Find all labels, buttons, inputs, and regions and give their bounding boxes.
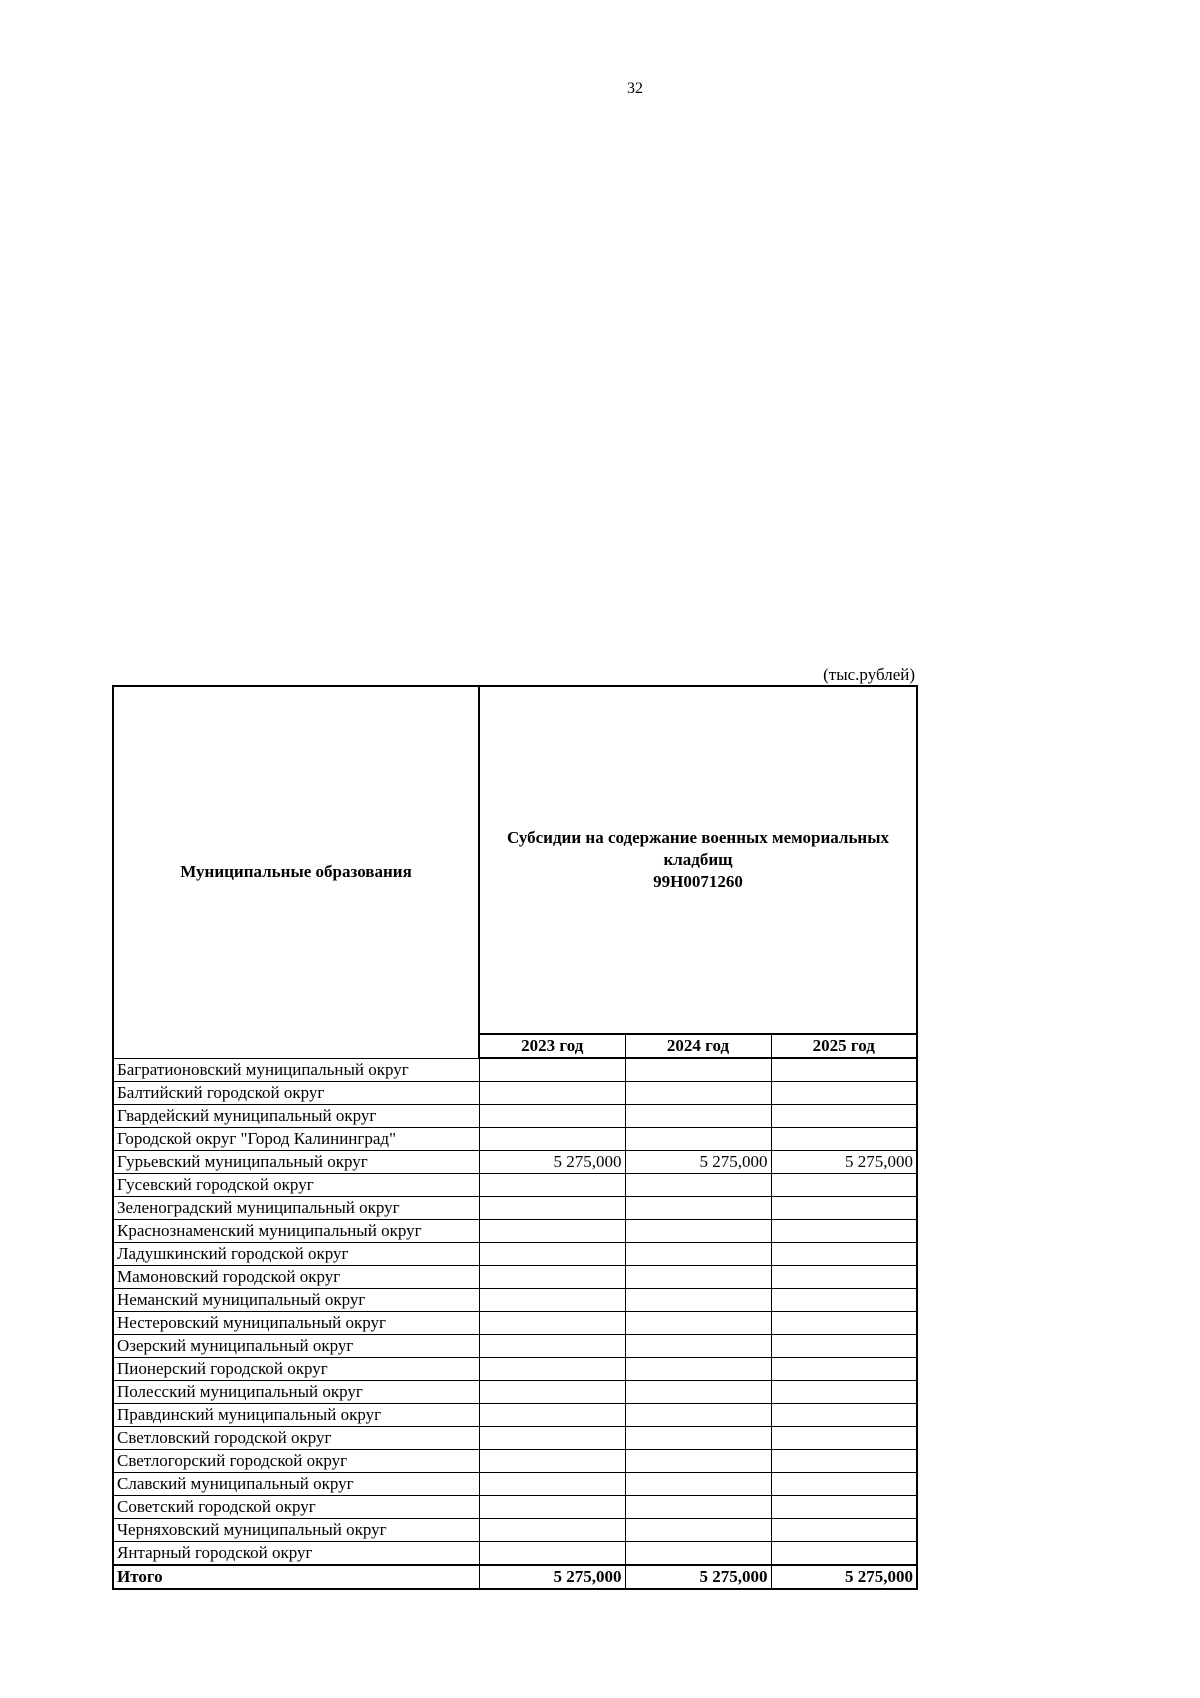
value-cell-2023: [479, 1519, 625, 1542]
table-row: [113, 1243, 917, 1266]
municipality-name-cell: Гусевский городской округ: [113, 1174, 479, 1197]
table-row: [113, 1450, 917, 1473]
municipality-name-cell: Черняховский муниципальный округ: [113, 1519, 479, 1542]
value-cell-2025: [771, 1358, 917, 1381]
total-row: [113, 1565, 917, 1589]
year-header-2024: 2024 год: [625, 1034, 771, 1058]
municipality-name-cell: Зеленоградский муниципальный округ: [113, 1197, 479, 1220]
municipality-name-cell: Светловский городской округ: [113, 1427, 479, 1450]
value-cell-2025: [771, 1289, 917, 1312]
value-cell-2024: 5 275,000: [625, 1151, 771, 1174]
page-number: 32: [627, 80, 643, 97]
year-header-2025: 2025 год: [771, 1034, 917, 1058]
table-row: [113, 1427, 917, 1450]
value-cell-2024: [625, 1427, 771, 1450]
table-row: [113, 1197, 917, 1220]
table-row: [113, 1266, 917, 1289]
value-cell-2025: [771, 1266, 917, 1289]
subsidy-title-line2: кладбищ: [663, 850, 733, 869]
table-row: [113, 1312, 917, 1335]
value-cell-2024: [625, 1220, 771, 1243]
value-cell-2025: [771, 1082, 917, 1105]
table-row: [113, 1220, 917, 1243]
value-cell-2025: [771, 1058, 917, 1082]
subsidy-code: 99H0071260: [653, 872, 743, 891]
value-cell-2025: [771, 1450, 917, 1473]
value-cell-2025: 5 275,000: [771, 1151, 917, 1174]
value-cell-2025: [771, 1473, 917, 1496]
value-cell-2024: [625, 1542, 771, 1566]
value-cell-2024: [625, 1450, 771, 1473]
value-cell-2025: [771, 1128, 917, 1151]
value-cell-2024: [625, 1289, 771, 1312]
value-cell-2024: [625, 1312, 771, 1335]
table-row: [113, 1335, 917, 1358]
municipality-name-cell: Балтийский городской округ: [113, 1082, 479, 1105]
value-cell-2025: [771, 1335, 917, 1358]
total-value-2024: 5 275,000: [625, 1565, 771, 1589]
value-cell-2025: [771, 1174, 917, 1197]
value-cell-2023: [479, 1243, 625, 1266]
total-value-2023: 5 275,000: [479, 1565, 625, 1589]
table-row: [113, 1151, 917, 1174]
value-cell-2023: [479, 1335, 625, 1358]
subsidy-title-line1: Субсидии на содержание военных мемориальных: [506, 828, 890, 847]
value-cell-2023: [479, 1358, 625, 1381]
value-cell-2024: [625, 1082, 771, 1105]
value-cell-2023: [479, 1220, 625, 1243]
municipality-name-cell: Краснознаменский муниципальный округ: [113, 1220, 479, 1243]
value-cell-2025: [771, 1404, 917, 1427]
value-cell-2023: [479, 1496, 625, 1519]
municipality-name-cell: Озерский муниципальный округ: [113, 1335, 479, 1358]
table-body: [113, 1058, 917, 1589]
table-row: [113, 1174, 917, 1197]
value-cell-2023: [479, 1082, 625, 1105]
subsidy-table: [112, 685, 918, 1590]
value-cell-2024: [625, 1335, 771, 1358]
municipality-name-cell: Городской округ "Город Калининград": [113, 1128, 479, 1151]
total-value-2025: 5 275,000: [771, 1565, 917, 1589]
value-cell-2024: [625, 1358, 771, 1381]
municipality-name-cell: Ладушкинский городской округ: [113, 1243, 479, 1266]
table-row: [113, 1519, 917, 1542]
value-cell-2023: [479, 1128, 625, 1151]
value-cell-2024: [625, 1128, 771, 1151]
value-cell-2024: [625, 1473, 771, 1496]
municipality-name-cell: Советский городской округ: [113, 1496, 479, 1519]
table-row: [113, 1082, 917, 1105]
value-cell-2024: [625, 1266, 771, 1289]
table-row: [113, 1381, 917, 1404]
municipality-name-cell: Правдинский муниципальный округ: [113, 1404, 479, 1427]
value-cell-2023: [479, 1174, 625, 1197]
unit-note: (тыс.рублей): [823, 665, 915, 684]
municipality-name-cell: Гурьевский муниципальный округ: [113, 1151, 479, 1174]
subsidy-column-header: [479, 686, 917, 1034]
municipality-name-cell: Багратионовский муниципальный округ: [113, 1058, 479, 1082]
value-cell-2024: [625, 1404, 771, 1427]
value-cell-2023: [479, 1312, 625, 1335]
municipality-column-header: Муниципальные образования: [113, 686, 479, 1058]
table-row: [113, 1496, 917, 1519]
municipality-name-cell: Пионерский городской округ: [113, 1358, 479, 1381]
value-cell-2025: [771, 1381, 917, 1404]
value-cell-2023: [479, 1289, 625, 1312]
value-cell-2024: [625, 1197, 771, 1220]
value-cell-2024: [625, 1496, 771, 1519]
municipality-name-cell: Янтарный городской округ: [113, 1542, 479, 1566]
value-cell-2024: [625, 1105, 771, 1128]
value-cell-2023: [479, 1450, 625, 1473]
value-cell-2025: [771, 1519, 917, 1542]
value-cell-2023: [479, 1058, 625, 1082]
value-cell-2025: [771, 1542, 917, 1566]
municipality-name-cell: Светлогорский городской округ: [113, 1450, 479, 1473]
value-cell-2025: [771, 1496, 917, 1519]
value-cell-2024: [625, 1058, 771, 1082]
value-cell-2024: [625, 1381, 771, 1404]
municipality-name-cell: Нестеровский муниципальный округ: [113, 1312, 479, 1335]
value-cell-2025: [771, 1197, 917, 1220]
municipality-name-cell: Полесский муниципальный округ: [113, 1381, 479, 1404]
value-cell-2023: [479, 1542, 625, 1566]
table-row: [113, 1289, 917, 1312]
value-cell-2023: [479, 1404, 625, 1427]
value-cell-2025: [771, 1312, 917, 1335]
value-cell-2023: [479, 1105, 625, 1128]
value-cell-2024: [625, 1519, 771, 1542]
municipality-name-cell: Славский муниципальный округ: [113, 1473, 479, 1496]
table-row: [113, 1105, 917, 1128]
value-cell-2023: [479, 1473, 625, 1496]
value-cell-2025: [771, 1220, 917, 1243]
table-row: [113, 1542, 917, 1566]
value-cell-2023: 5 275,000: [479, 1151, 625, 1174]
municipality-name-cell: Гвардейский муниципальный округ: [113, 1105, 479, 1128]
value-cell-2024: [625, 1174, 771, 1197]
value-cell-2025: [771, 1427, 917, 1450]
municipality-name-cell: Неманский муниципальный округ: [113, 1289, 479, 1312]
value-cell-2023: [479, 1427, 625, 1450]
value-cell-2024: [625, 1243, 771, 1266]
year-header-2023: 2023 год: [479, 1034, 625, 1058]
value-cell-2025: [771, 1105, 917, 1128]
municipality-name-cell: Мамоновский городской округ: [113, 1266, 479, 1289]
table-row: [113, 1473, 917, 1496]
value-cell-2023: [479, 1381, 625, 1404]
table-row: [113, 1404, 917, 1427]
value-cell-2023: [479, 1197, 625, 1220]
table-row: [113, 1058, 917, 1082]
value-cell-2025: [771, 1243, 917, 1266]
table-row: [113, 1358, 917, 1381]
total-label: Итого: [113, 1565, 479, 1589]
table-row: [113, 1128, 917, 1151]
value-cell-2023: [479, 1266, 625, 1289]
